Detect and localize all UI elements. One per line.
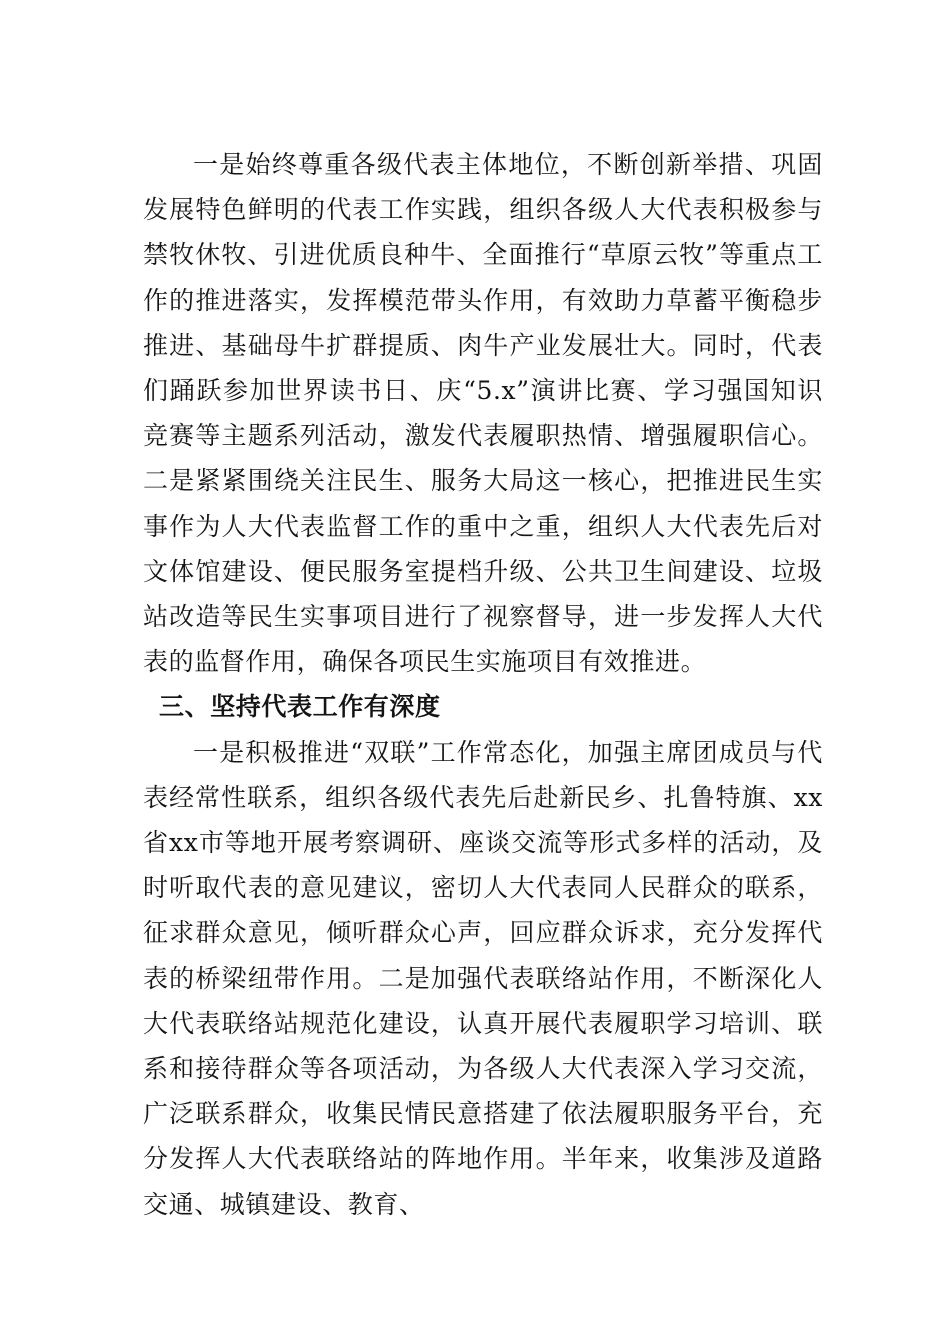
document-body	[143, 142, 823, 1227]
paragraph-1: 一是始终尊重各级代表主体地位，不断创新举措、巩固发展特色鲜明的代表工作实践，组织各级人大代表积极参与禁牧休牧、引进优质良种牛、全面推行“草原云牧”等重点工作的推进落实，发挥模范带头作用，有效助力草蓄平衡稳步推进、基础母牛扩群提质、肉牛产业发展壮大。同时，代表们踊跃参加世界读书日、庆“5.x”演讲比赛、学习强国知识竞赛等主题系列活动，激发代表履职热情、增强履职信心。二是紧紧围绕关注民生、服务大局这一核心，把推进民生实事作为人大代表监督工作的重中之重，组织人大代表先后对文体馆建设、便民服务室提档升级、公共卫生间建设、垃圾站改造等民生实事项目进行了视察督导，进一步发挥人大代表的监督作用，确保各项民生实施项目有效推进。	[143, 150, 823, 677]
paragraph-2: 一是积极推进“双联”工作常态化，加强主席团成员与代表经常性联系，组织各级代表先后赴新民乡、扎鲁特旗、xx省xx市等地开展考察调研、座谈交流等形式多样的活动，及时听取代表的意见建议，密切人大代表同人民群众的联系，征求群众意见，倾听群众心声，回应群众诉求，充分发挥代表的桥梁纽带作用。二是加强代表联络站作用，不断深化人大代表联络站规范化建设，认真开展代表履职学习培训、联系和接待群众等各项活动，为各级人大代表深入学习交流，广泛联系群众，收集民情民意搭建了依法履职服务平台，充分发挥人大代表联络站的阵地作用。半年来，收集涉及道路交通、城镇建设、教育、	[143, 737, 823, 1219]
section-heading-3: 三、坚持代表工作有深度	[159, 692, 441, 722]
